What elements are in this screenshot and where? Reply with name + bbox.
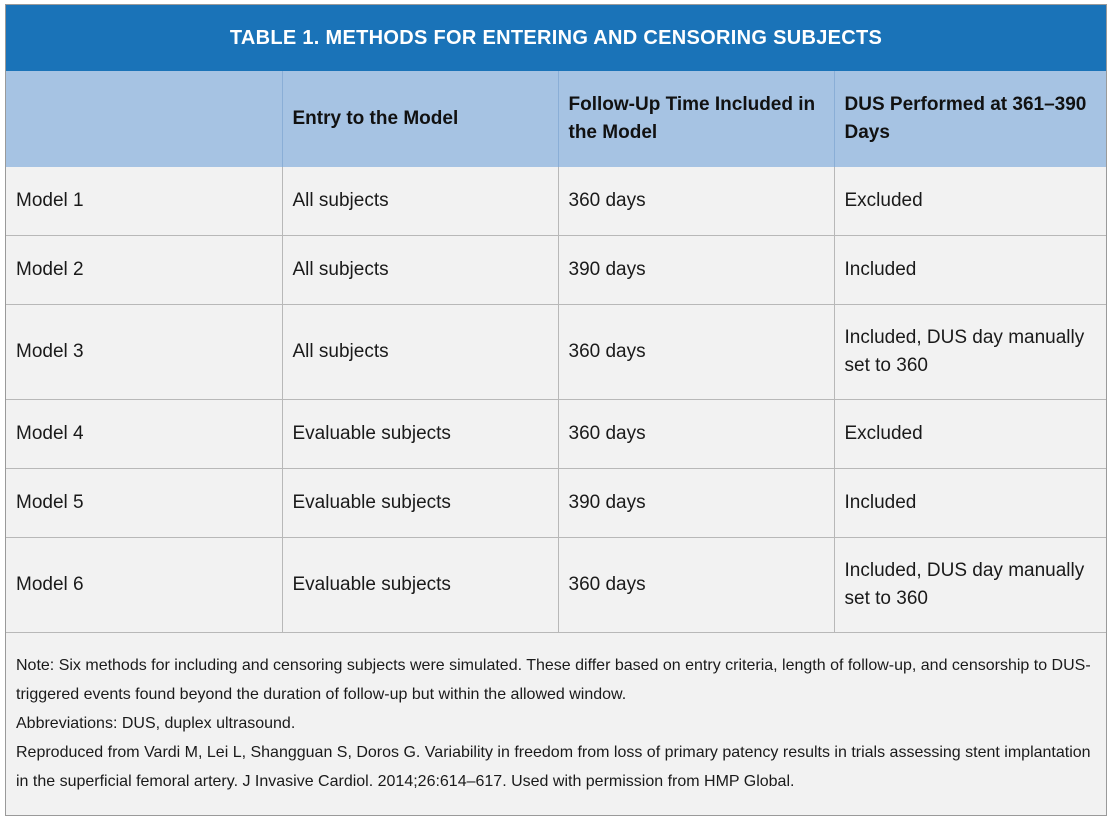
table-row [6, 538, 1106, 633]
table-row [6, 400, 1106, 469]
table-cell: All subjects [282, 236, 558, 305]
table-cell: Model 4 [6, 400, 282, 469]
table-cell: Model 3 [6, 305, 282, 400]
table-cell: All subjects [282, 167, 558, 236]
table-cell: 360 days [558, 167, 834, 236]
header-row [6, 71, 1106, 167]
table-cell: Model 5 [6, 469, 282, 538]
table-row [6, 167, 1106, 236]
table-row [6, 469, 1106, 538]
column-header: Follow-Up Time Included in the Model [558, 71, 834, 167]
table-cell: 360 days [558, 400, 834, 469]
table-figure [5, 4, 1107, 816]
table-cell: Included, DUS day manually set to 360 [834, 538, 1106, 633]
table-cell: 390 days [558, 236, 834, 305]
table-cell: Excluded [834, 167, 1106, 236]
table-cell: Included, DUS day manually set to 360 [834, 305, 1106, 400]
table-cell: Model 2 [6, 236, 282, 305]
column-header [6, 71, 282, 167]
table-cell: Excluded [834, 400, 1106, 469]
table-row [6, 236, 1106, 305]
column-header: DUS Performed at 361–390 Days [834, 71, 1106, 167]
table-cell: 360 days [558, 305, 834, 400]
table-title: TABLE 1. METHODS FOR ENTERING AND CENSORING SUBJECTS [6, 5, 1106, 71]
table-cell: 390 days [558, 469, 834, 538]
table-cell: Evaluable subjects [282, 469, 558, 538]
abbreviations-text: Abbreviations: DUS, duplex ultrasound. [16, 715, 296, 732]
table-cell: Included [834, 236, 1106, 305]
table-row [6, 305, 1106, 400]
table-cell: Included [834, 469, 1106, 538]
table-notes [6, 633, 1106, 796]
column-header: Entry to the Model [282, 71, 558, 167]
table-cell: Model 1 [6, 167, 282, 236]
source-citation: Reproduced from Vardi M, Lei L, Shangguan S, Doros G. Variability in freedom from loss of primary patency results in trials assessing stent implantation in the superficial femoral artery. J Invasive Cardiol. 2014;26:614–617. Used with permission from HMP Global. [16, 744, 1091, 790]
note-text: Note: Six methods for including and censoring subjects were simulated. These differ based on entry criteria, length of follow-up, and censorship to DUS-triggered events found beyond the duration of follow-up but within the allowed window. [16, 657, 1091, 703]
table-cell: Evaluable subjects [282, 538, 558, 633]
table-cell: 360 days [558, 538, 834, 633]
table-cell: All subjects [282, 305, 558, 400]
methods-table [6, 71, 1106, 633]
table-cell: Evaluable subjects [282, 400, 558, 469]
table-cell: Model 6 [6, 538, 282, 633]
